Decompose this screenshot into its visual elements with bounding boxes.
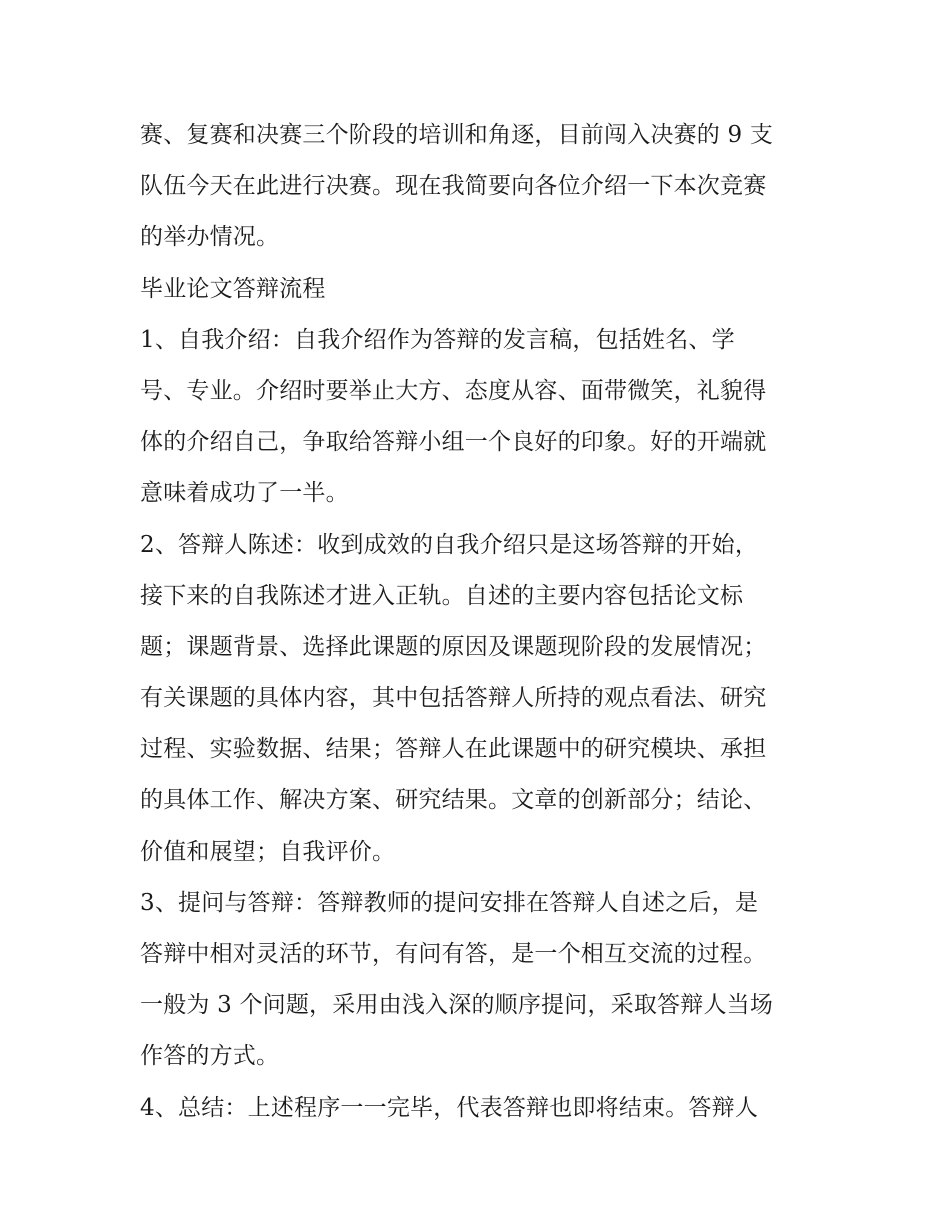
paragraph-line: 作答的方式。 — [140, 1043, 280, 1070]
paragraph-line: 4、总结：上述程序一一完毕，代表答辩也即将结束。答辩人 — [140, 1094, 759, 1121]
paragraph-line: 赛、复赛和决赛三个阶段的培训和角逐，目前闯入决赛的 9 支 — [140, 122, 774, 148]
paragraph-line: 的具体工作、解决方案、研究结果。文章的创新部分；结论、 — [140, 787, 767, 814]
paragraph-line: 队伍今天在此进行决赛。现在我简要向各位介绍一下本次竞赛 — [140, 173, 767, 200]
paragraph-line: 有关课题的具体内容，其中包括答辩人所持的观点看法、研究 — [140, 685, 767, 712]
paragraph-line: 的举办情况。 — [140, 224, 280, 251]
paragraph-line: 价值和展望；自我评价。 — [140, 838, 396, 865]
section-heading: 毕业论文答辩流程 — [140, 275, 326, 302]
document-body — [140, 110, 820, 1134]
paragraph-line: 意味着成功了一半。 — [140, 480, 349, 507]
paragraph-line: 过程、实验数据、结果；答辩人在此课题中的研究模块、承担 — [140, 736, 767, 763]
paragraph-line: 3、提问与答辩：答辩教师的提问安排在答辩人自述之后，是 — [140, 889, 759, 916]
paragraph-line: 答辩中相对灵活的环节，有问有答，是一个相互交流的过程。 — [140, 941, 767, 967]
paragraph-line: 一般为 3 个问题，采用由浅入深的顺序提问，采取答辩人当场 — [140, 992, 774, 1019]
paragraph-line: 接下来的自我陈述才进入正轨。自述的主要内容包括论文标 — [140, 582, 744, 609]
paragraph-line: 号、专业。介绍时要举止大方、态度从容、面带微笑，礼貌得 — [140, 377, 767, 404]
paragraph-line: 题；课题背景、选择此课题的原因及课题现阶段的发展情况； — [140, 633, 767, 660]
paragraph-line: 体的介绍自己，争取给答辩小组一个良好的印象。好的开端就 — [140, 429, 767, 456]
paragraph-line: 2、答辩人陈述：收到成效的自我介绍只是这场答辩的开始， — [140, 531, 759, 558]
paragraph-line: 1、自我介绍：自我介绍作为答辩的发言稿，包括姓名、学 — [140, 326, 735, 353]
